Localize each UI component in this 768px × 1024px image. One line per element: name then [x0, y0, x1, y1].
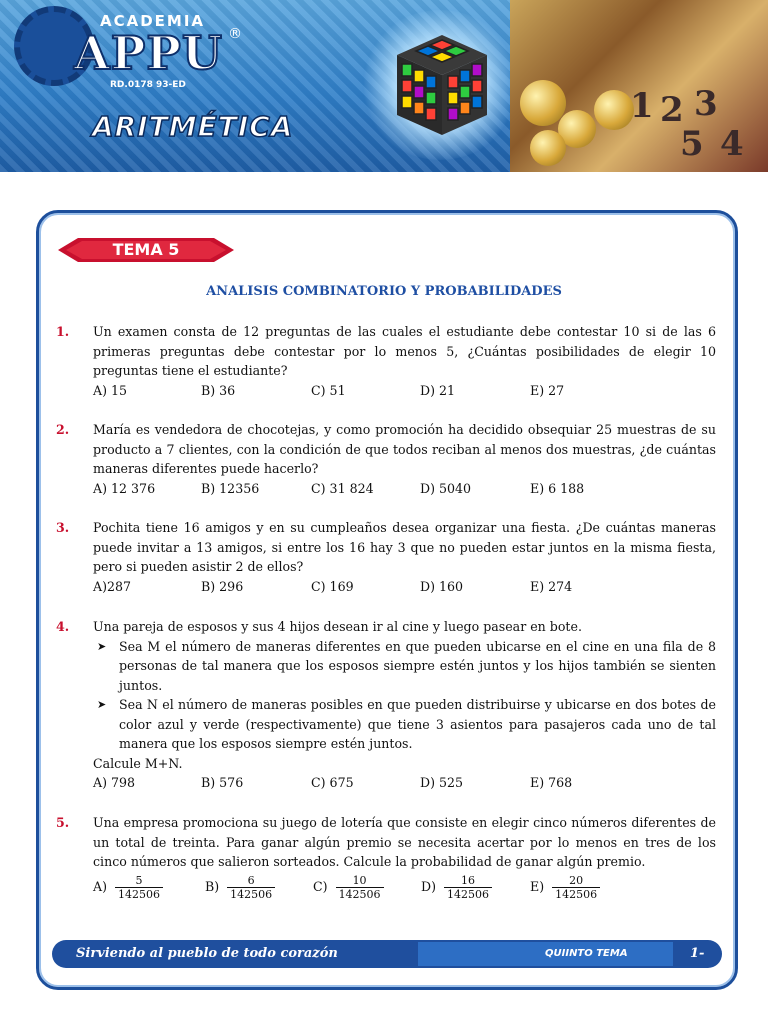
question-text: Un examen consta de 12 preguntas de las cuales el estudiante debe contestar 10 si de las 6 primeras preguntas debe contestar por lo menos 5, ¿Cuántas posibilidades de elegir 10 preguntas tiene el estudiante?: [93, 324, 716, 378]
denominator: 142506: [552, 887, 600, 901]
denominator: 142506: [336, 887, 384, 901]
option-b: [205, 874, 275, 901]
option-d: D) 160: [420, 578, 464, 594]
numerator: 6: [247, 873, 255, 887]
bullet-text: Sea M el número de maneras diferentes en que pueden ubicarse en el cine en una fila de 8 personas de tal manera que los esposos siempre estén juntos y los hijos también se sienten juntos.: [119, 638, 716, 693]
option-a: A) 12 376: [93, 480, 156, 496]
subject-title: ARITMÉTICA: [92, 110, 294, 143]
collage-number: 3: [694, 84, 718, 124]
question-text: Una pareja de esposos y sus 4 hijos desean ir al cine y luego pasear en bote.: [93, 619, 582, 634]
academy-label: ACADEMIA: [100, 12, 206, 30]
collage-number: 1: [630, 86, 654, 126]
numerator: 10: [352, 873, 367, 887]
question-1: [56, 322, 716, 400]
question-text: Pochita tiene 16 amigos y en su cumpleaños desea organizar una fiesta. ¿De cuántas maneras puede invitar a 13 amigos, si entre los 16 hay 3 que no pueden estar juntos en la misma fiesta, pero si pueden asistir 2 de ellos?: [93, 520, 716, 574]
bullet-item: [93, 695, 716, 754]
fraction: [336, 874, 384, 901]
option-c: C) 31 824: [311, 480, 374, 496]
option-d: D) 5040: [420, 480, 472, 496]
option-b: B) 296: [201, 578, 244, 594]
registration-code: RD.0178 93-ED: [110, 80, 186, 90]
fraction: [552, 874, 600, 901]
fraction: [227, 874, 275, 901]
options-row: [93, 773, 716, 793]
question-5: [56, 813, 716, 906]
option-label: D): [421, 879, 437, 895]
arrow-bullet-icon: ➤: [97, 639, 107, 653]
options-row: [93, 479, 716, 499]
option-label: C): [313, 879, 328, 895]
question-3: [56, 518, 716, 596]
denominator: 142506: [444, 887, 492, 901]
bullet-text: Sea N el número de maneras posibles en que pueden distribuirse y ubicarse en dos botes de color azul y verde (respectivamente) que tiene 3 asientos para pasajeros cada uno de tal manera que los esposos siempre estén juntos.: [119, 697, 716, 751]
arrow-bullet-icon: ➤: [97, 698, 107, 711]
brand-logo: APPU: [74, 26, 223, 80]
denominator: 142506: [115, 887, 163, 901]
option-a: A) 798: [93, 775, 136, 790]
numerator: 5: [135, 873, 143, 887]
option-e: E) 27: [530, 382, 565, 398]
option-label: B): [205, 879, 220, 895]
numerator: 20: [569, 873, 584, 887]
footer-section: QUIINTO TEMA: [545, 948, 628, 959]
coin-image: [594, 90, 634, 130]
option-e: E) 274: [530, 578, 573, 594]
question-4: [56, 617, 716, 793]
option-c: C) 169: [311, 578, 354, 594]
question-number: 5.: [56, 815, 70, 830]
options-row: [93, 381, 716, 401]
option-d: D) 525: [420, 775, 464, 790]
option-b: B) 36: [201, 382, 236, 398]
question-number: 2.: [56, 422, 70, 437]
option-e: E) 768: [530, 775, 573, 790]
option-c: [313, 874, 384, 901]
rubik-cube-icon: [392, 30, 492, 140]
option-label: E): [530, 879, 545, 895]
option-b: B) 576: [201, 775, 244, 790]
tema-badge: [58, 236, 234, 264]
fraction: [115, 874, 163, 901]
numerator: 16: [461, 873, 476, 887]
question-number: 1.: [56, 324, 70, 339]
option-c: C) 51: [311, 382, 346, 398]
footer-slogan: Sirviendo al pueblo de todo corazón: [76, 946, 338, 961]
option-c: C) 675: [311, 775, 354, 790]
option-b: B) 12356: [201, 480, 260, 496]
option-label: A): [93, 879, 108, 895]
option-a: [93, 874, 163, 901]
collage-number: 4: [720, 124, 744, 164]
denominator: 142506: [227, 887, 275, 901]
options-row: [93, 577, 716, 597]
page-number: 1-: [690, 946, 705, 961]
bullet-item: [93, 637, 716, 696]
question-text: María es vendedora de chocotejas, y como promoción ha decidido obsequiar 25 muestras de su producto a 7 clientes, con la condición de que todos reciban al menos dos muestras, ¿de cuántas maneras diferentes puede hacerlo?: [93, 422, 716, 476]
header-banner: [0, 0, 768, 172]
option-d: D) 21: [420, 382, 456, 398]
option-a: A) 15: [93, 382, 128, 398]
question-number: 4.: [56, 619, 70, 634]
tema-label: TEMA 5: [112, 240, 180, 259]
option-e: E) 6 188: [530, 480, 585, 496]
question-2: [56, 420, 716, 498]
question-text: Una empresa promociona su juego de lotería que consiste en elegir cinco números diferentes de un total de treinta. Para ganar algún premio se necesita acertar por lo menos en tres de los cinco números que salieron sorteados. Calcule la probabilidad de ganar algún premio.: [93, 815, 716, 869]
coin-image: [520, 80, 566, 126]
question-closing: Calcule M+N.: [93, 755, 183, 771]
collage-number: 2: [660, 90, 684, 130]
options-row: [93, 874, 716, 906]
question-number: 3.: [56, 520, 70, 535]
option-d: [421, 874, 492, 901]
page-title: ANALISIS COMBINATORIO Y PROBABILIDADES: [206, 284, 562, 299]
collage-number: 5: [680, 124, 704, 164]
coin-image: [530, 130, 566, 166]
option-e: [530, 874, 600, 901]
fraction: [444, 874, 492, 901]
option-a: A)287: [93, 578, 132, 594]
registered-mark: ®: [228, 26, 242, 42]
collage-image: [510, 0, 768, 172]
